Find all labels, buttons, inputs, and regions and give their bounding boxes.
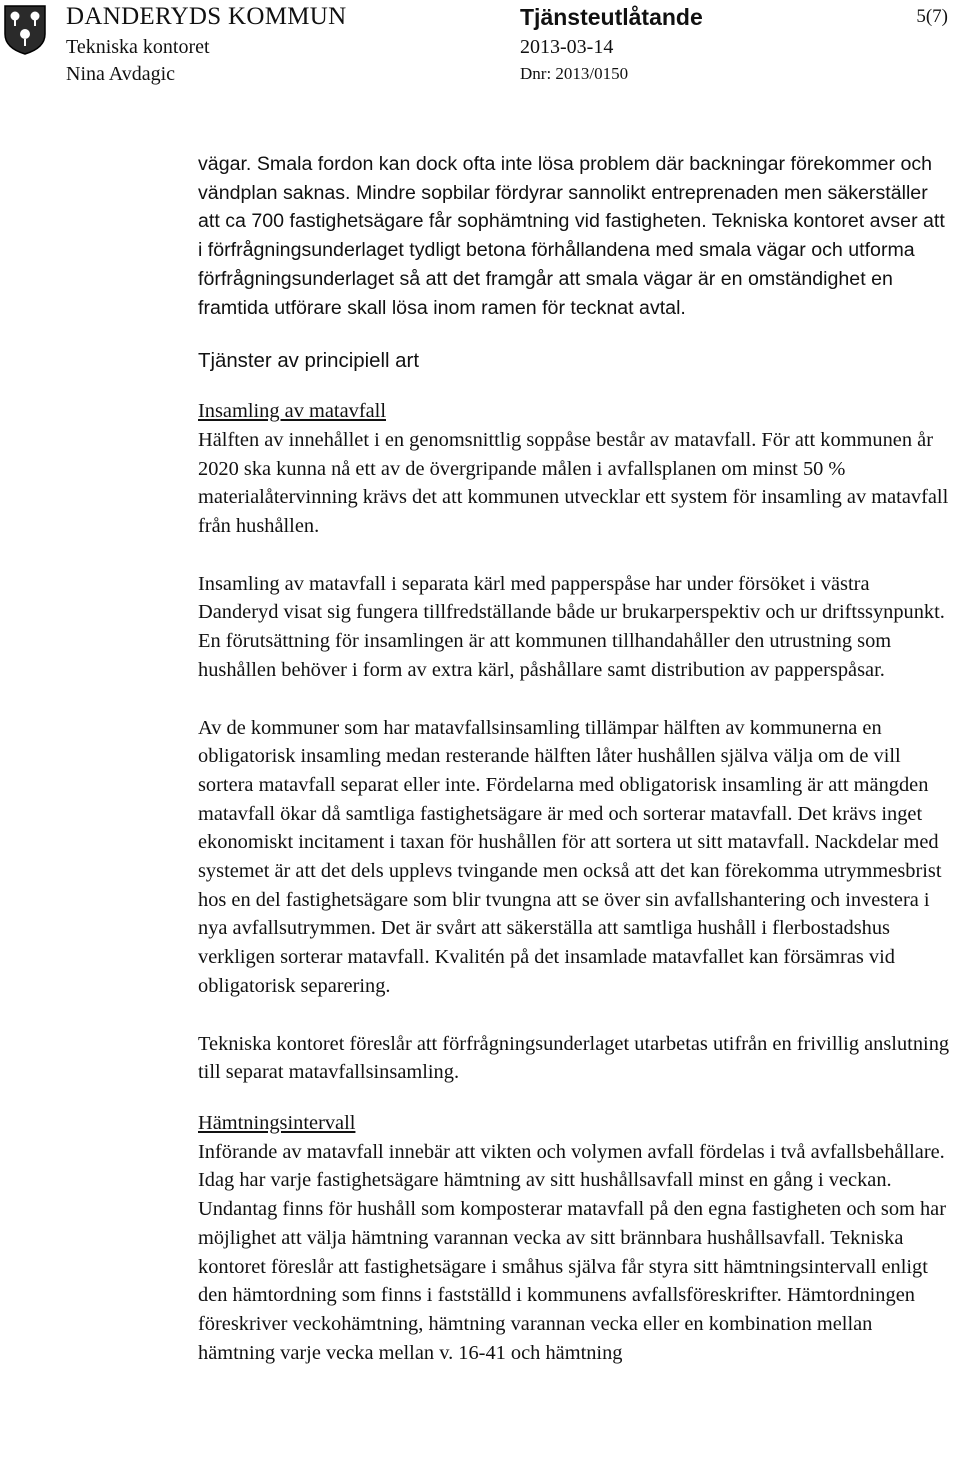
municipality-crest-icon <box>3 4 47 56</box>
paragraph-mandatory-vs-voluntary: Av de kommuner som har matavfallsinsamling tillämpar hälften av kommunerna en obligatorisk insamling medan resterande hälften låter hushållen själva välja om de vill sortera matavfall separat eller inte. Fördelarna med obligatorisk insamling är att mängden matavfall ökar då samtliga fastighetsägare är med och sorterar matavfall. Det krävs inget ekonomiskt incitament i taxan för hushållen för att sortera ut sitt matavfall. Nackdelar med systemet är att det dels upplevs tvingande men också att det kan förekomma utrymmesbrist hos en del fastighetsägare som blir tvungna att se över sin avfallshantering och investera i nya avfallsutrymmen. Det är svårt att säkerställa att samtliga hushåll i flerbostadshus verkligen sorterar matavfall. Kvalitén på det insamlade matavfallet kan försämras vid obligatorisk separering. <box>198 716 942 997</box>
header-registration-number: Dnr: 2013/0150 <box>520 64 629 83</box>
header-document-type: Tjänsteutlåtande <box>520 4 703 30</box>
header-organization: DANDERYDS KOMMUN <box>66 3 347 30</box>
header-page-number: 5(7) <box>916 6 948 27</box>
section-heading: Tjänster av principiell art <box>198 350 419 373</box>
paragraph-proposal: Tekniska kontoret föreslår att förfrågningsunderlaget utarbetas utifrån en frivillig anslutning till separat matavfallsinsamling. <box>198 1032 950 1084</box>
paragraph-collection-interval: Införande av matavfall innebär att vikten och volymen avfall fördelas i två avfallsbehållare. Idag har varje fastighetsägare hämtning av sitt hushållsavfall minst en gång i veckan. Undantag finns för hushåll som komposterar matavfall på den egna fastigheten och som har möjlighet att välja hämtning varannan vecka av sitt brännbara hushållsavfall. Tekniska kontoret föreslår att fastighetsägare i småhus själva får styra sitt hämtningsintervall enligt den hämtordning som finns i fastställd i kommunens avfallsföreskrifter. Hämtordningen föreskriver veckohämtning, hämtning varannan vecka eller en kombination mellan hämtning varje vecka mellan v. 16-41 och hämtning <box>198 1140 947 1364</box>
subheading-food-waste: Insamling av matavfall <box>198 400 386 423</box>
header-author: Nina Avdagic <box>66 63 176 85</box>
paragraph-intro: vägar. Smala fordon kan dock ofta inte lösa problem där backningar förekommer och vändplan saknas. Mindre sopbilar fördyrar sannolikt entreprenaden men säkerställer att ca 700 fastighetsägare får sophämtning vid fastigheten. Tekniska kontoret avser att i förfrågningsunderlaget tydligt betona förhållandena med smala vägar och utforma förfrågningsunderlaget så att det framgår att smala vägar är en omständighet en framtida utförare skall lösa inom ramen för tecknat avtal. <box>198 153 945 319</box>
paragraph-food-waste-share: Hälften av innehållet i en genomsnittlig soppåse består av matavfall. För att kommunen år 2020 ska kunna nå ett av de övergripande målen i avfallsplanen om minst 50 % materialåtervinning krävs det att kommunen utvecklar ett system för insamling av matavfall från hushållen. <box>198 428 949 538</box>
paragraph-trial-results: Insamling av matavfall i separata kärl med papperspåse har under försöket i västra Danderyd visat sig fungera tillfredställande både ur brukarperspektiv och ur driftssynpunkt. En förutsättning för insamlingen är att kommunen tillhandahåller den utrustning som hushållen behöver i form av extra kärl, påshållare samt distribution av papperspåsar. <box>198 572 945 681</box>
document-body <box>198 150 954 1367</box>
header-date: 2013-03-14 <box>520 36 614 58</box>
subheading-collection-interval: Hämtningsintervall <box>198 1111 356 1134</box>
header-department: Tekniska kontoret <box>66 36 210 58</box>
